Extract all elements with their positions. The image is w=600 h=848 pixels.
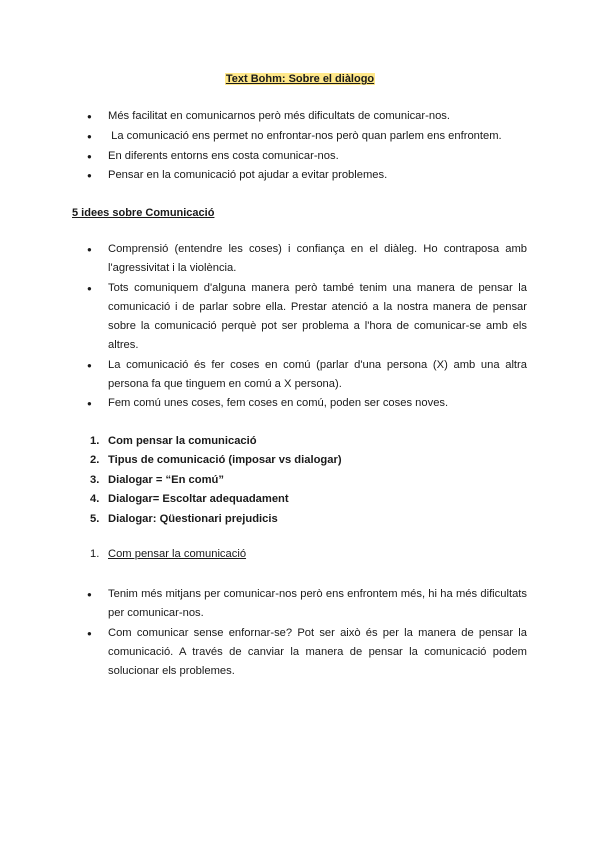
numbered-item: 5. Dialogar: Qüestionari prejudicis	[90, 512, 278, 525]
document-title	[0, 73, 600, 85]
list-item: ● La comunicació és fer coses en comú (parlar d'una persona (X) amb una altra persona fa que tinguem en comú a X persona).	[0, 356, 527, 395]
intro-bullet-list	[0, 107, 527, 186]
list-item: ● Pensar en la comunicació pot ajudar a evitar problemes.	[0, 166, 527, 185]
subsection-number: 1.	[90, 548, 100, 560]
list-item: ● En diferents entorns ens costa comunicar-nos.	[0, 147, 527, 166]
subsection-heading	[90, 548, 246, 560]
list-item: ● Més facilitat en comunicarnos però més dificultats de comunicar-nos.	[0, 107, 527, 126]
section-heading: 5 idees sobre Comunicació	[72, 207, 215, 219]
numbered-item: 2. Tipus de comunicació (imposar vs dialogar)	[90, 454, 342, 467]
list-item: ● Com comunicar sense enfornar-se? Pot ser això és per la manera de pensar la comunicació. A través de canviar la manera de pensar la comunicació podem solucionar els problemes.	[0, 624, 527, 682]
list-item: ● La comunicació ens permet no enfrontar-nos però quan parlem ens enfrontem.	[0, 127, 527, 146]
list-item: ● Fem comú unes coses, fem coses en comú, poden ser coses noves.	[0, 394, 527, 413]
ideas-bullet-list	[0, 240, 527, 414]
subsection-label: Com pensar la comunicació	[108, 548, 247, 560]
numbered-item: 1. Com pensar la comunicació	[90, 435, 257, 447]
list-item: ● Tenim més mitjans per comunicar-nos però ens enfrontem més, hi ha més dificultats per comunicar-nos.	[0, 585, 527, 624]
list-item: ● Tots comuniquem d'alguna manera però també tenim una manera de pensar la comunicació i de parlar sobre ella. Prestar atenció a la nostra manera de pensar sobre la comunicació perquè pot ser problema a l'hora de comunicar-se amb els altres.	[0, 279, 527, 356]
numbered-item: 3. Dialogar = “En comú”	[90, 473, 224, 486]
document-title-text: Text Bohm: Sobre el diàlogo	[225, 73, 375, 85]
list-item: ● Comprensió (entendre les coses) i confiança en el diàleg. Ho contraposa amb l'agressivitat i la violència.	[0, 240, 527, 279]
numbered-ideas-list	[0, 432, 342, 529]
final-bullet-list	[0, 585, 527, 681]
numbered-item: 4. Dialogar= Escoltar adequadament	[90, 493, 289, 506]
